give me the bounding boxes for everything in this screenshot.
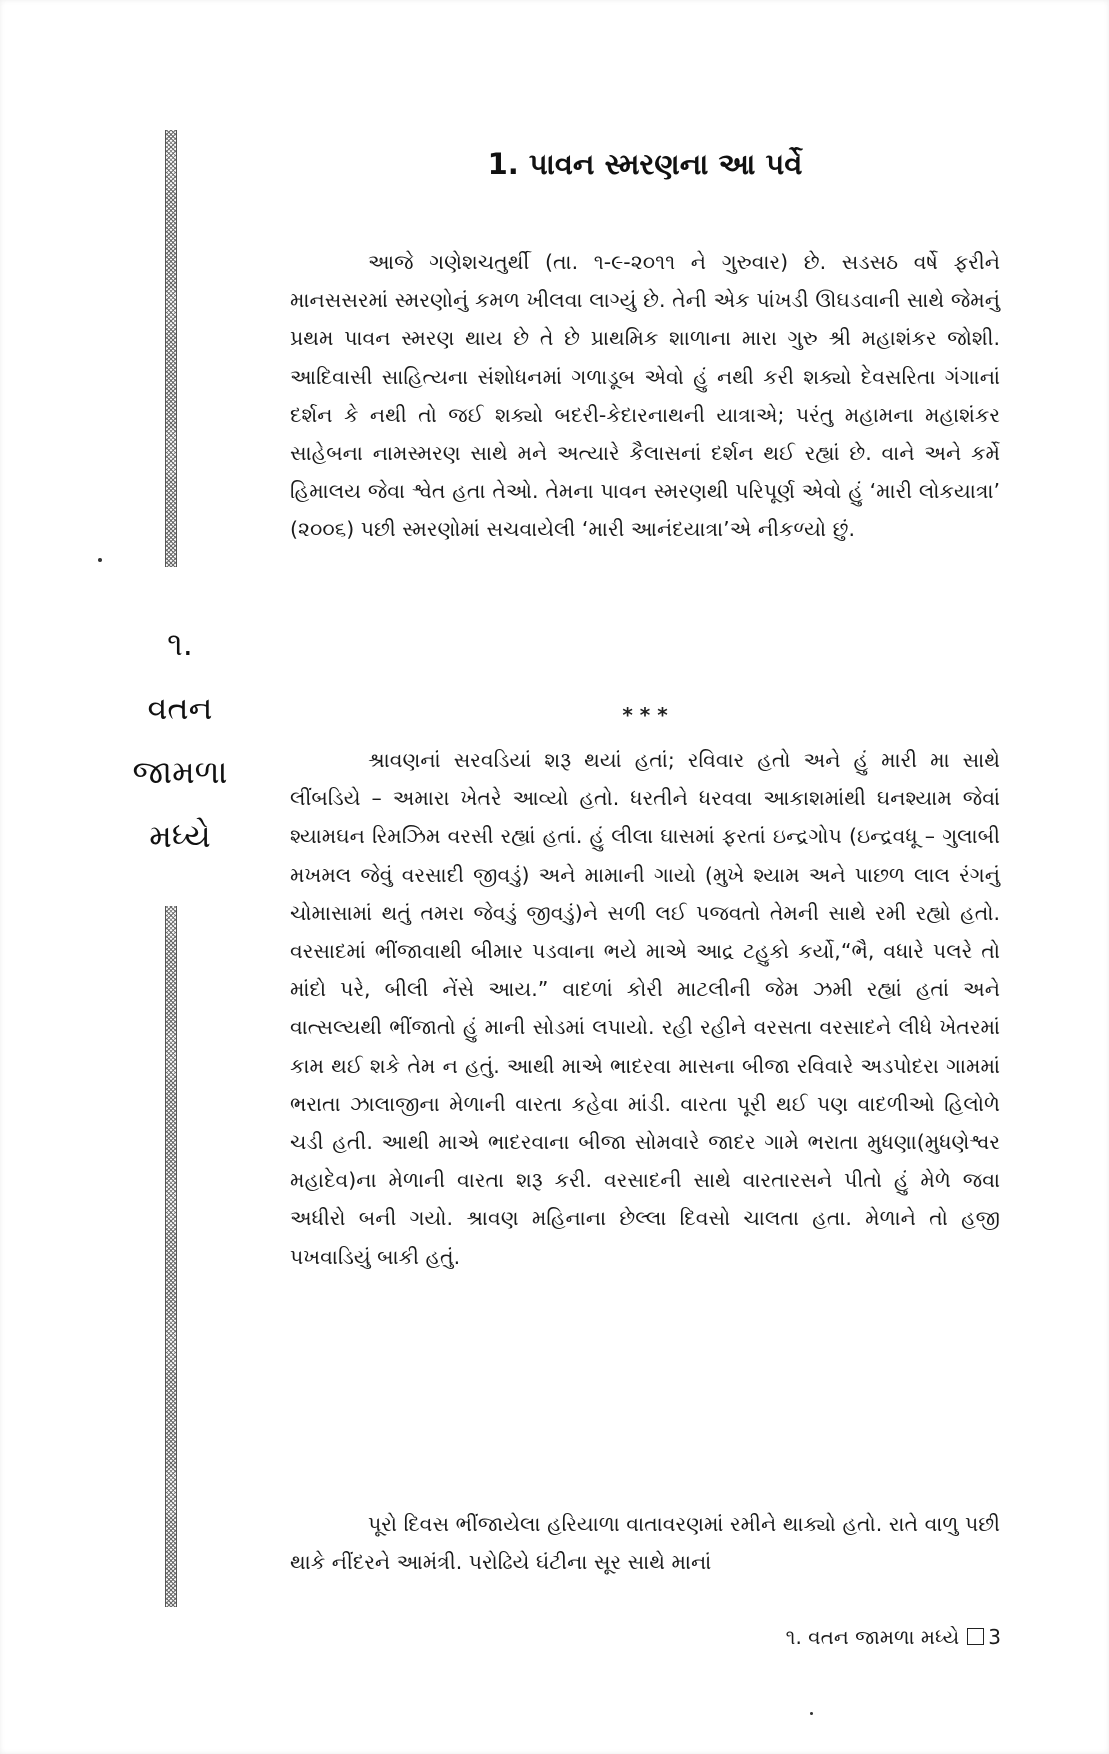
- sidebar-title-line-1: વતન: [110, 676, 250, 740]
- chapter-title: 1. પાવન સ્મરણના આ પર્વે: [487, 147, 803, 181]
- footer-chapter-name: ૧. વતન જામળા મધ્યે: [785, 1625, 960, 1649]
- paragraph-indent: [290, 250, 368, 274]
- speck-mark: [810, 1712, 813, 1715]
- page-number: 3: [988, 1625, 1001, 1649]
- sidebar-title-line-2: જામળા: [110, 740, 250, 804]
- square-icon: [967, 1628, 984, 1645]
- paragraph-1: [290, 243, 1000, 549]
- section-separator: * * *: [622, 703, 668, 727]
- decorative-rule-bottom: [165, 906, 177, 1607]
- paragraph-indent: [290, 748, 368, 772]
- decorative-rule-top: [165, 130, 177, 567]
- speck-mark: [98, 558, 102, 562]
- paragraph-3: [290, 1505, 1000, 1581]
- paragraph-3-text: પૂરો દિવસ ભીંજાયેલા હરિયાળા વાતાવરણમાં રમીને થાક્યો હતો. રાતે વાળુ પછી થાકે નીંદરને આમંત્રી. પરોઢિયે ઘંટીના સૂર સાથે માનાં: [290, 1512, 1000, 1575]
- page-footer: [786, 1625, 1001, 1649]
- sidebar-title-line-3: મધ્યે: [110, 804, 250, 868]
- sidebar-chapter-label: [110, 612, 250, 868]
- paragraph-indent: [290, 1512, 368, 1536]
- paragraph-1-text: આજે ગણેશચતુર્થી (તા. ૧-૯-૨૦૧૧ ને ગુરુવાર) છે. સડસઠ વર્ષે ફરીને માનસસરમાં સ્મરણોનું કમળ ખીલવા લાગ્યું છે. તેની એક પાંખડી ઊઘડવાની સાથે જેમનું પ્રથમ પાવન સ્મરણ થાય છે તે છે પ્રાથમિક શાળાના મારા ગુરુ શ્રી મહાશંકર જોશી. આદિવાસી સાહિત્યના સંશોધનમાં ગળાડૂબ એવો હું નથી કરી શક્યો દેવસરિતા ગંગાનાં દર્શન કે નથી તો જઈ શક્યો બદરી-કેદારનાથની યાત્રાએ; પરંતુ મહામના મહાશંકર સાહેબના નામસ્મરણ સાથે મને અત્યારે કૈલાસનાં દર્શન થઈ રહ્યાં છે. વાને અને કર્મે હિમાલય જેવા શ્વેત હતા તેઓ. તેમના પાવન સ્મરણથી પરિપૂર્ણ એવો હું ‘મારી લોકયાત્રા’ (૨૦૦૬) પછી સ્મરણોમાં સચવાયેલી ‘મારી આનંદયાત્રા’એ નીકળ્યો છું.: [290, 250, 1000, 542]
- sidebar-chapter-number: ૧.: [110, 612, 250, 676]
- paragraph-2-text: શ્રાવણનાં સરવડિયાં શરૂ થયાં હતાં; રવિવાર હતો અને હું મારી મા સાથે લીંબડિયે – અમારા ખેતરે આવ્યો હતો. ધરતીને ધરવવા આકાશમાંથી ઘનશ્યામ જેવાં શ્યામઘન રિમઝિમ વરસી રહ્યાં હતાં. હું લીલા ઘાસમાં ફરતાં ઇન્દ્રગોપ (ઇન્દ્રવધૂ – ગુલાબી મખમલ જેવું વરસાદી જીવડું) અને મામાની ગાયો (મુખે શ્યામ અને પાછળ લાલ રંગનું ચોમાસામાં થતું તમરા જેવડું જીવડું)ને સળી લઈ પજવતો તેમની સાથે રમી રહ્યો હતો. વરસાદમાં ભીંજાવાથી બીમાર પડવાના ભયે માએ આદ્ર ટહુકો કર્યો,“ભૈ, વધારે પલરે તો માંદો પરે, બીલી નેંસે આય.” વાદળાં કોરી માટલીની જેમ ઝમી રહ્યાં હતાં અને વાત્સલ્યથી ભીંજાતો હું માની સોડમાં લપાયો. રહી રહીને વરસતા વરસાદને લીધે ખેતરમાં કામ થઈ શકે તેમ ન હતું. આથી માએ ભાદરવા માસના બીજા રવિવારે અડપોદરા ગામમાં ભરાતા ઝાલાજીના મેળાની વારતા કહેવા માંડી. વારતા પૂરી થઈ પણ વાદળીઓ હિલોળે ચડી હતી. આથી માએ ભાદરવાના બીજા સોમવારે જાદર ગામે ભરાતા મુધણા(મુધણેશ્વર મહાદેવ)ના મેળાની વારતા શરૂ કરી. વરસાદની સાથે વારતારસને પીતો હું મેળે જવા અધીરો બની ગયો. શ્રાવણ મહિનાના છેલ્લા દિવસો ચાલતા હતા. મેળાને તો હજી પખવાડિયું બાકી હતું.: [290, 748, 1000, 1269]
- paragraph-2: [290, 741, 1000, 1276]
